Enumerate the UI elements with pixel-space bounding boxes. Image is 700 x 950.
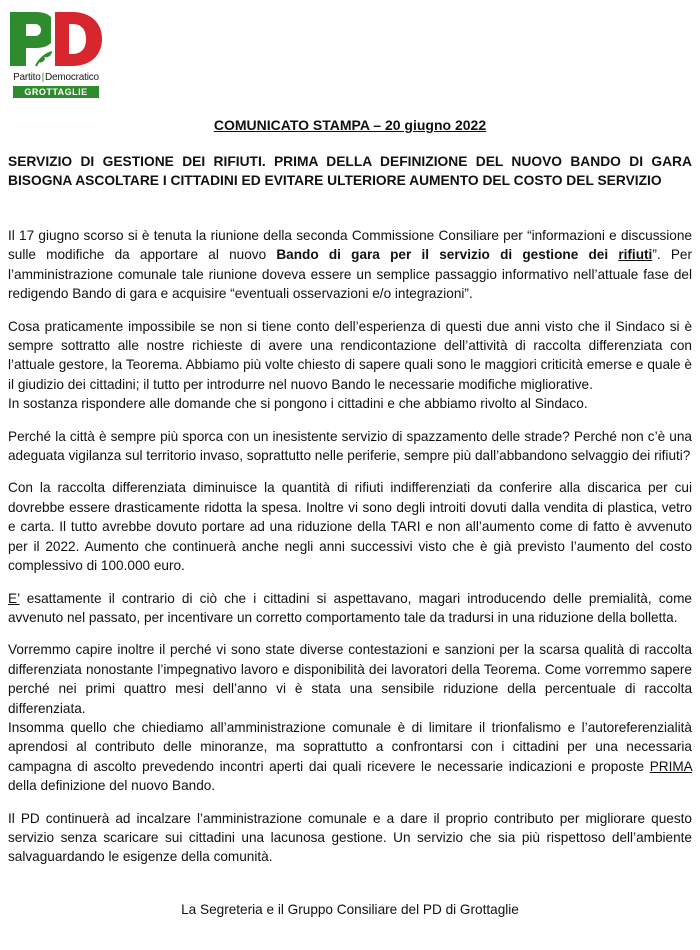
logo-city-band: GROTTAGLIE <box>13 86 99 98</box>
paragraph-3: Perché la città è sempre più sporca con un inesistente servizio di spazzamento delle strade? Perché non c’è una adeguata vigilanza sul territorio invaso, soprattutto nelle periferie, sempre più dall’abbandono selvaggio dei rifiuti? <box>8 428 692 464</box>
press-release-body <box>8 226 692 880</box>
p6-cont-underlined: PRIMA <box>649 758 692 774</box>
p1-text-a: Il 17 giugno scorso si è tenuta la riunione della seconda Commissione Consiliare per “informazioni e discussione sulle modifiche da apportare al nuovo <box>8 228 692 263</box>
paragraph-7: Il PD continuerà ad incalzare l’amministrazione comunale e a dare il proprio contributo per migliorare questo servizio senza scaricare sui cittadini una lacunosa gestione. Un servizio che sia più rispettoso dell’ambiente salvaguardando le esigenze della comunità. <box>8 810 692 865</box>
paragraph-1 <box>8 226 692 304</box>
press-release-subtitle: SERVIZIO DI GESTIONE DEI RIFIUTI. PRIMA DELLA DEFINIZIONE DEL NUOVO BANDO DI GARA BISOGNA ASCOLTARE I CITTADINI ED EVITARE ULTERIORE AUMENTO DEL COSTO DEL SERVIZIO <box>8 154 692 188</box>
logo-brand <box>6 72 106 83</box>
pd-letters-graphic <box>6 8 106 72</box>
paragraph-4: Con la raccolta differenziata diminuisce la quantità di rifiuti indifferenziati da conferire alla discarica per cui dovrebbe essere drasticamente ridotta la spesa. Inoltre vi sono degli introiti dovuti dalla vendita di plastica, vetro e carta. Il tutto avrebbe dovuto portare ad una riduzione della TARI e non all’aumento come di fatto è avvenuto per il 2022. Aumento che continuerà anche negli anni successivi visto che è già previsto l’aumento del costo complessivo di 100.000 euro. <box>8 480 692 574</box>
paragraph-5 <box>8 589 692 628</box>
pd-logo <box>6 8 106 98</box>
signature: La Segreteria e il Gruppo Consiliare del PD di Grottaglie <box>181 902 519 917</box>
p6-cont-text-b: della definizione del nuovo Bando. <box>8 778 216 794</box>
p5-underlined: E’ <box>8 590 20 606</box>
paragraph-6-continued <box>8 718 692 796</box>
logo-brand-right: Democratico <box>44 72 99 83</box>
paragraph-6: Vorremmo capire inoltre il perché vi sono state diverse contestazioni e sanzioni per la scarsa qualità di raccolta differenziata nonostante l’impegnativo lavoro e disponibilità dei lavoratori della Teorema. Come vorremmo sapere perché nei primi quattro mesi dell’anno vi è stata una sensibile riduzione della percentuale di raccolta differenziata. <box>8 642 692 716</box>
paragraph-2-continued: In sostanza rispondere alle domande che si pongono i cittadini e che abbiamo rivolto al Sindaco. <box>8 396 588 412</box>
p1-bold-underlined: rifiuti <box>618 247 653 263</box>
p1-text-b: ”. Per l’amministrazione comunale tale riunione doveva essere un semplice passaggio informativo nell’attuale fase del redigendo Bando di gara e acquisire “eventuali osservazioni e/o integrazioni”. <box>8 247 692 302</box>
p5-text: esattamente il contrario di ciò che i cittadini si aspettavano, magari introducendo delle premialità, come avvenuto nel passato, per incentivare un corretto comportamento tale da tradursi in una riduzione della bolletta. <box>8 590 692 625</box>
p6-cont-text-a: Insomma quello che chiediamo all’amministrazione comunale è di limitare il trionfalismo e l’autoreferenzialità aprendosi al contributo delle minoranze, ma soprattutto a confrontarsi con i cittadini per una necessaria campagna di ascolto prevedendo incontri aperti dai quali ricevere le necessarie indicazioni e proposte <box>8 719 692 774</box>
paragraph-2: Cosa praticamente impossibile se non si tiene conto dell’esperienza di questi due anni visto che il Sindaco si è sempre sottratto alle nostre richieste di avere una rendicontazione dell’attività di raccolta differenziata con l’attuale gestore, la Teorema. Abbiamo più volte chiesto di sapere quali sono le maggiori criticità emerse e quale è il giudizio dei cittadini; il tutto per introdurre nel nuovo Bando le necessarie modifiche migliorative. <box>8 318 692 392</box>
p1-bold: Bando di gara per il servizio di gestione dei <box>276 247 619 263</box>
logo-brand-left: Partito <box>13 72 41 83</box>
logo-separator: | <box>41 72 44 83</box>
press-release-title: COMUNICATO STAMPA – 20 giugno 2022 <box>213 117 487 133</box>
